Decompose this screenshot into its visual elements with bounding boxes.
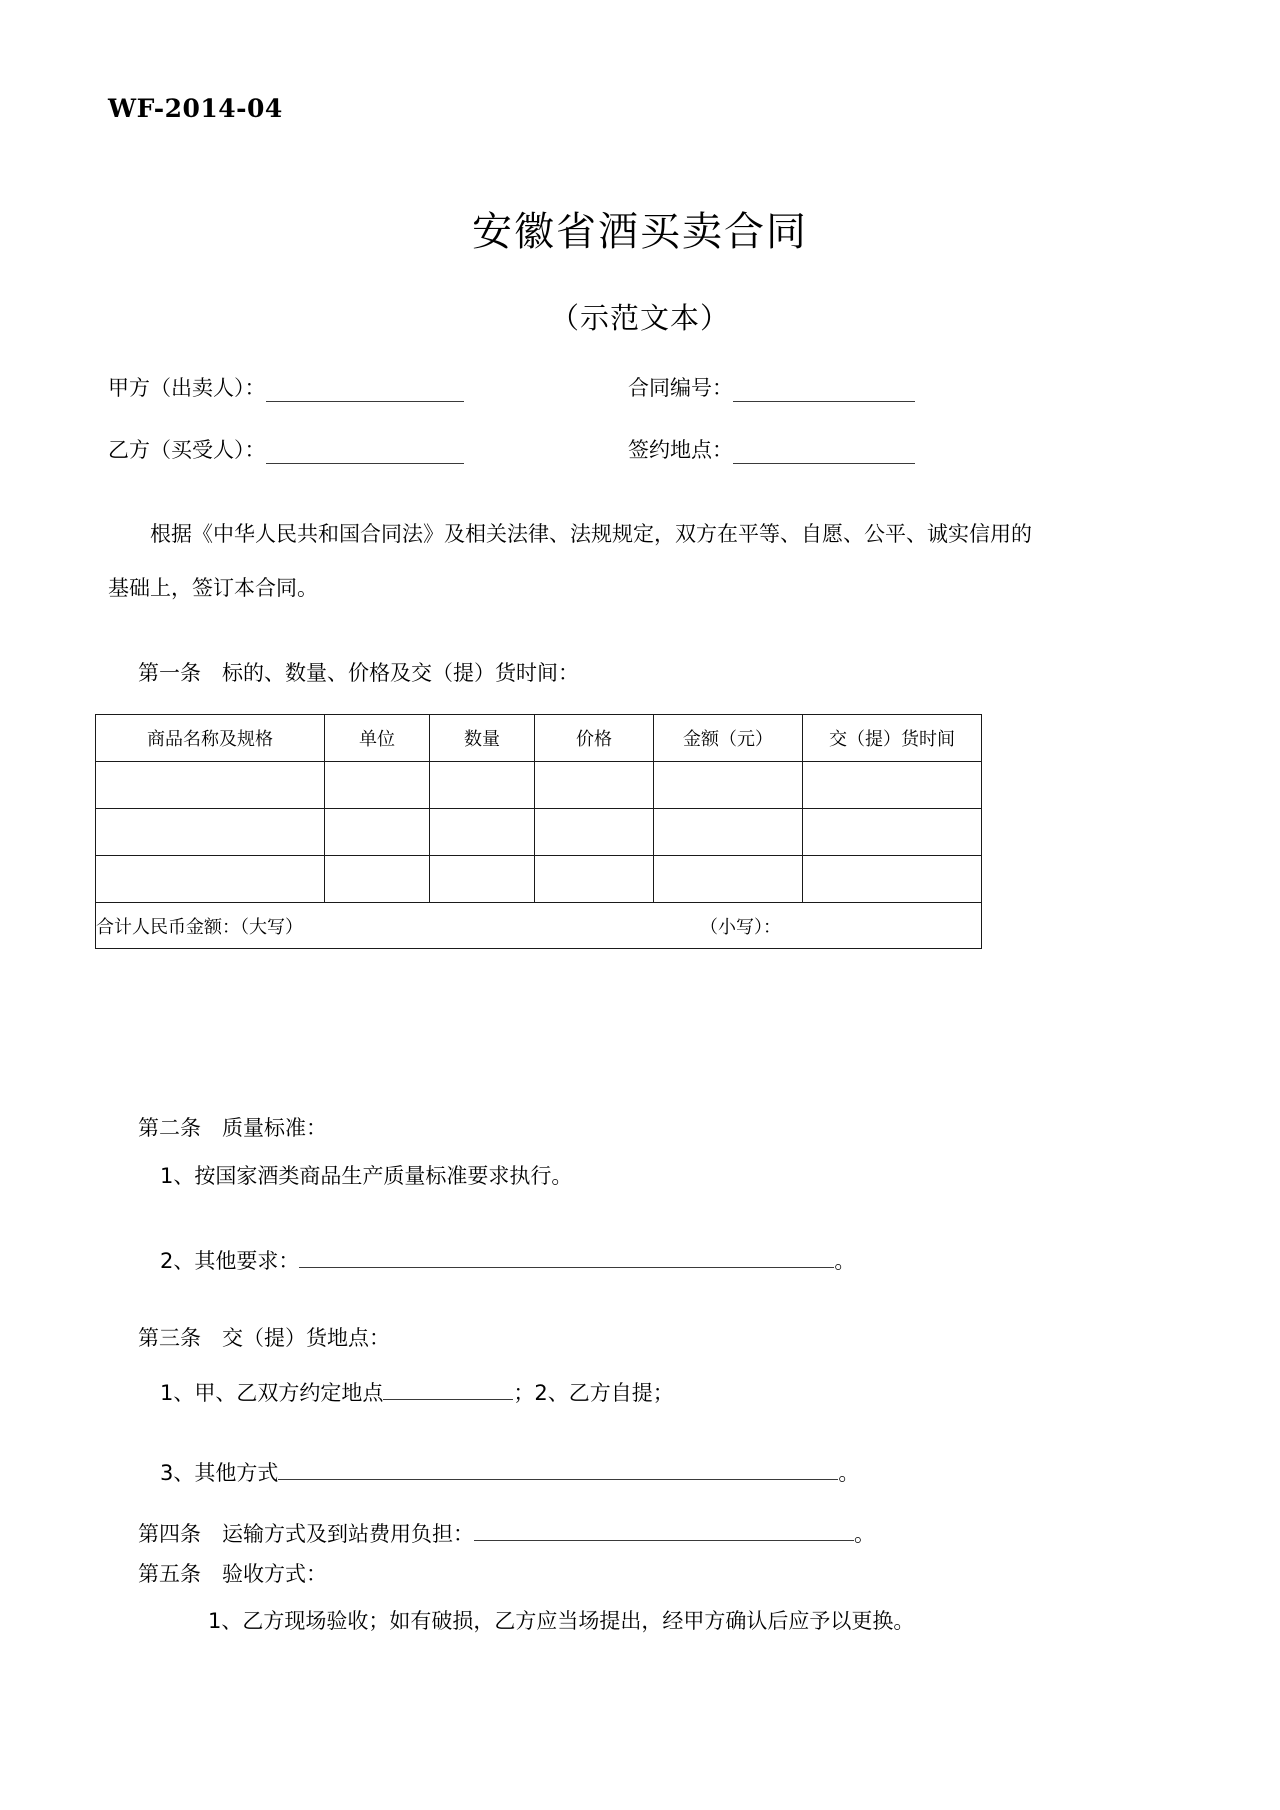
document-code: WF-2014-04 [108, 94, 283, 123]
clause-5-title [108, 1558, 1180, 1588]
clause-5-text: 第五条 验收方式： [138, 1562, 327, 1586]
column-header-unit: 单位 [325, 715, 430, 762]
cell-product[interactable] [96, 809, 325, 856]
contract-no-input[interactable] [733, 377, 915, 402]
total-amount-label: 合计人民币金额：（大写） [96, 916, 303, 938]
clause-2-item-2 [108, 1243, 1180, 1275]
clause-3-item-1 [108, 1375, 1180, 1407]
table-row [96, 809, 982, 856]
buyer-input[interactable] [266, 439, 464, 464]
other-delivery-method-input[interactable] [278, 1455, 838, 1480]
clause-3-text: 第三条 交（提）货地点： [138, 1326, 390, 1350]
cell-product[interactable] [96, 762, 325, 809]
preamble-text-2: 基础上，签订本合同。 [108, 576, 318, 600]
clause-2-text: 第二条 质量标准： [138, 1116, 327, 1140]
clause-2-item-2-label: 2、其他要求： [160, 1249, 300, 1274]
seller-input[interactable] [266, 377, 464, 402]
clause-4-title [108, 1516, 1180, 1548]
total-amount-cell [96, 903, 982, 949]
clause-3-item-1-label-b: ；2、乙方自提； [513, 1381, 674, 1406]
party-row-buyer [108, 434, 1172, 464]
cell-unit[interactable] [325, 762, 430, 809]
clause-3-item-3-period: 。 [838, 1461, 860, 1486]
cell-price[interactable] [535, 856, 654, 903]
seller-label: 甲方（出卖人）： [108, 376, 266, 400]
page-title: 安徽省酒买卖合同 [472, 209, 808, 255]
sign-place-label: 签约地点： [628, 438, 733, 462]
page-subtitle: （示范文本） [549, 301, 730, 335]
transport-cost-input[interactable] [474, 1516, 854, 1541]
cell-qty[interactable] [430, 809, 535, 856]
buyer-label: 乙方（买受人）： [108, 438, 266, 462]
delivery-place-input[interactable] [383, 1375, 513, 1400]
clause-4-period: 。 [854, 1522, 875, 1547]
cell-amount[interactable] [654, 762, 803, 809]
clause-4-text: 第四条 运输方式及到站费用负担： [138, 1522, 474, 1547]
preamble-line-1 [108, 524, 1180, 545]
cell-unit[interactable] [325, 809, 430, 856]
cell-delivery[interactable] [803, 762, 982, 809]
cell-qty[interactable] [430, 856, 535, 903]
other-requirements-input[interactable] [299, 1243, 834, 1268]
table-row [96, 856, 982, 903]
clause-5-item-1-text: 1、乙方现场验收；如有破损，乙方应当场提出，经甲方确认后应予以更换。 [208, 1609, 915, 1633]
clause-3-item-3-label: 3、其他方式 [160, 1461, 279, 1486]
cell-price[interactable] [535, 762, 654, 809]
table-header-row [96, 715, 982, 762]
goods-table-wrapper [95, 714, 975, 949]
sign-place-field [628, 434, 915, 464]
sign-place-input[interactable] [733, 439, 915, 464]
clause-2-item-1 [108, 1160, 1180, 1190]
preamble-line-2 [108, 578, 1180, 599]
table-row [96, 762, 982, 809]
buyer-field [108, 434, 628, 464]
table-total-row [96, 903, 982, 949]
clause-1-title [108, 657, 1180, 687]
column-header-product: 商品名称及规格 [96, 715, 325, 762]
cell-product[interactable] [96, 856, 325, 903]
total-amount-small-label: （小写）： [700, 916, 781, 938]
clause-3-title [108, 1322, 1180, 1352]
column-header-qty: 数量 [430, 715, 535, 762]
column-header-delivery-time: 交（提）货时间 [803, 715, 982, 762]
clause-3-item-3 [108, 1455, 1180, 1487]
clause-1-text: 第一条 标的、数量、价格及交（提）货时间： [138, 661, 579, 685]
cell-delivery[interactable] [803, 856, 982, 903]
clause-2-item-1-text: 1、按国家酒类商品生产质量标准要求执行。 [160, 1164, 573, 1188]
goods-table [95, 714, 982, 949]
cell-price[interactable] [535, 809, 654, 856]
preamble-text-1: 根据《中华人民共和国合同法》及相关法律、法规规定，双方在平等、自愿、公平、诚实信用的 [150, 522, 1032, 546]
clause-5-item-1 [108, 1605, 1180, 1635]
cell-qty[interactable] [430, 762, 535, 809]
cell-amount[interactable] [654, 809, 803, 856]
column-header-amount: 金额（元） [654, 715, 803, 762]
contract-no-field [628, 372, 915, 402]
column-header-price: 价格 [535, 715, 654, 762]
clause-2-item-2-period: 。 [834, 1249, 856, 1274]
cell-amount[interactable] [654, 856, 803, 903]
cell-delivery[interactable] [803, 809, 982, 856]
clause-3-item-1-label-a: 1、甲、乙双方约定地点 [160, 1381, 384, 1406]
party-row-seller [108, 372, 1172, 402]
clause-2-title [108, 1112, 1180, 1142]
contract-no-label: 合同编号： [628, 376, 733, 400]
cell-unit[interactable] [325, 856, 430, 903]
seller-field [108, 372, 628, 402]
